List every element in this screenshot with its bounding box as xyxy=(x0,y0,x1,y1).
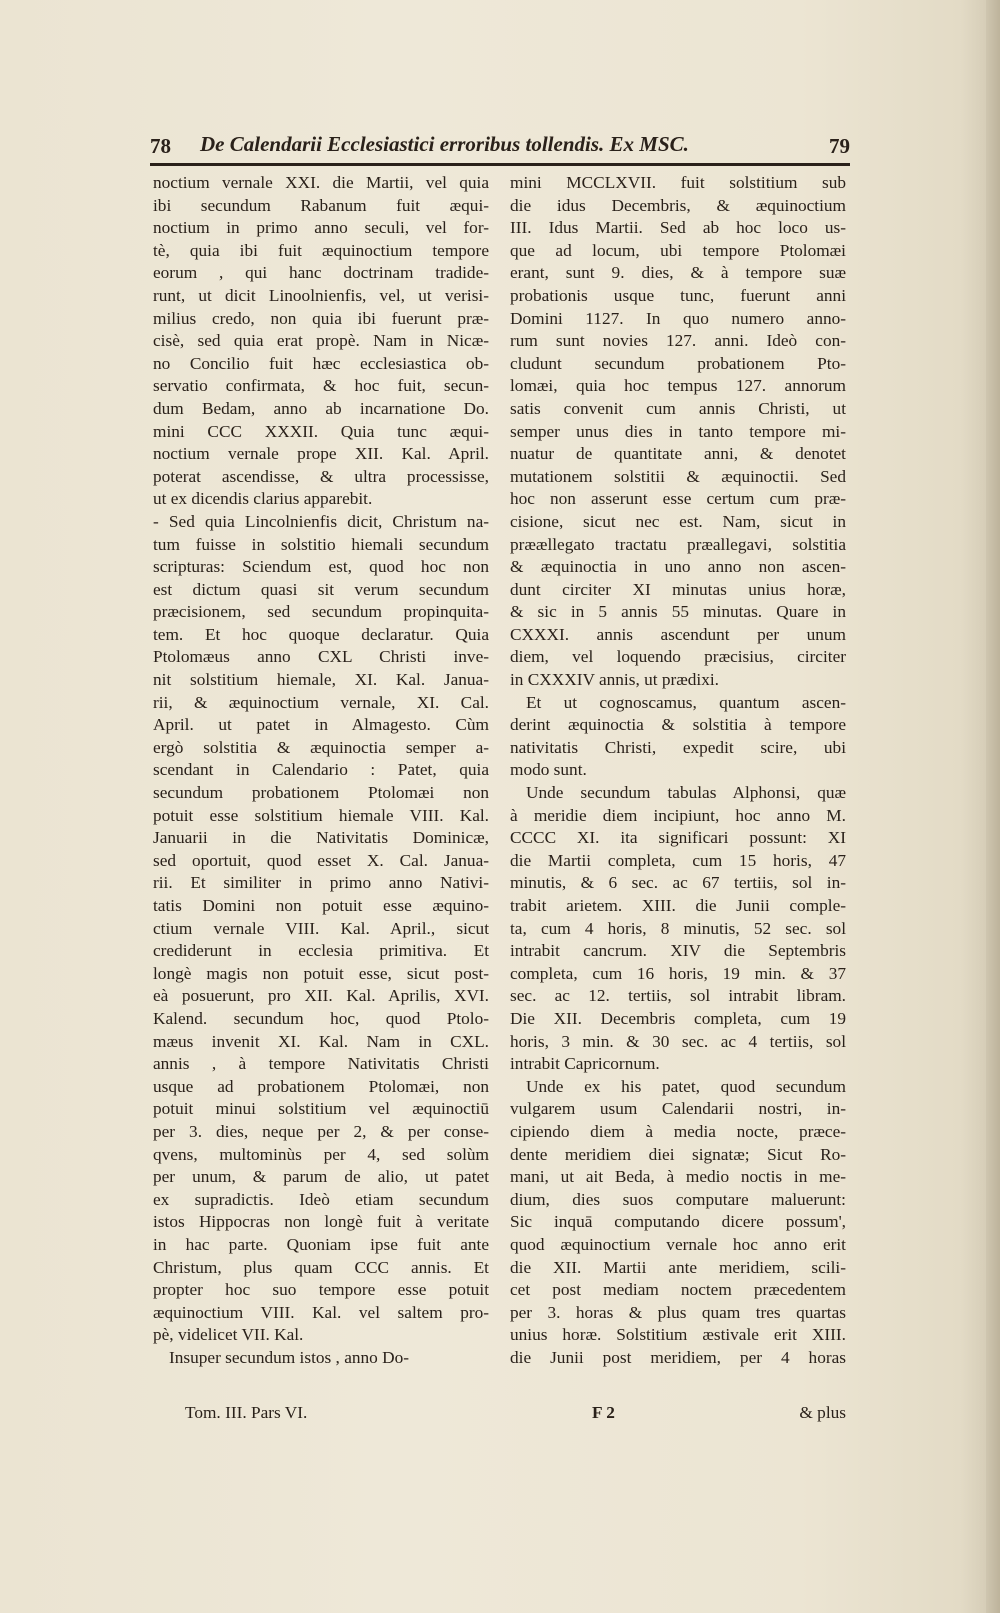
text-line: milius credo, non quia ibi fuerunt præ- xyxy=(153,308,489,328)
text-line: per 3. horas & plus quam tres quartas xyxy=(510,1302,846,1322)
running-head xyxy=(150,130,850,164)
text-line: probationis usque tunc, fuerunt anni xyxy=(510,285,846,305)
text-line: intrabit cancrum. XIV die Septembris xyxy=(510,941,846,961)
text-line: dium, dies suos computare maluerunt: xyxy=(510,1189,846,1209)
text-line: runt, ut dicit Linoolnienfis, vel, ut verisi- xyxy=(153,285,489,305)
text-line: annis , à tempore Nativitatis Christi xyxy=(153,1054,489,1074)
text-line: pè, videlicet VII. Kal. xyxy=(153,1325,304,1345)
text-line: Christum, plus quam CCC annis. Et xyxy=(153,1257,489,1277)
page-number-right: 79 xyxy=(829,134,850,158)
text-line: nativitatis Christi, expedit scire, ubi xyxy=(510,737,846,757)
text-line: Et ut cognoscamus, quantum ascen- xyxy=(526,692,846,712)
text-line: intrabit Capricornum. xyxy=(510,1054,660,1074)
text-line: est dictum quasi sit verum secundum xyxy=(153,579,489,599)
text-line: à meridie diem incipiunt, hoc anno M. xyxy=(510,805,846,825)
text-line: eà posuerunt, pro XII. Kal. Aprilis, XVI. xyxy=(153,986,489,1006)
text-line: cipiendo diem à media nocte, præce- xyxy=(510,1121,846,1141)
text-line: rii, & æquinoctium vernale, XI. Cal. xyxy=(153,692,489,712)
text-line: die Junii post meridiem, per 4 horas xyxy=(510,1347,846,1367)
text-line: secundum probationem Ptolomæi non xyxy=(153,783,489,803)
text-line: CCCC XI. ita significari possunt: XI xyxy=(510,828,846,848)
text-line: hoc non asserunt esse certum cum præ- xyxy=(510,489,846,509)
text-line: trabit arietem. XIII. die Junii comple- xyxy=(510,896,846,915)
right-column xyxy=(510,172,846,1369)
running-title: De Calendarii Ecclesiastici erroribus tollendis. Ex MSC. xyxy=(200,132,689,156)
text-line: in hac parte. Quoniam ipse fuit ante xyxy=(153,1234,489,1254)
text-line: noctium in primo anno seculi, vel for- xyxy=(153,218,489,238)
text-line: per unum, & parum de alio, ut patet xyxy=(153,1167,489,1187)
text-line: præællegato tractatu præallegavi, solstitia xyxy=(510,534,846,554)
text-line: dente meridiem diei signatæ; Sicut Ro- xyxy=(510,1144,846,1164)
text-line: quod æquinoctium vernale hoc anno erit xyxy=(510,1234,846,1254)
signature-mark: F 2 xyxy=(592,1403,615,1422)
text-line: unius horæ. Solstitium æstivale erit XIII. xyxy=(510,1325,846,1345)
text-line: mæus invenit XI. Kal. Nam in CXL. xyxy=(153,1031,489,1051)
text-line: Unde ex his patet, quod secundum xyxy=(526,1076,846,1096)
catchword: & plus xyxy=(799,1403,846,1422)
text-line: ta, cum 4 horis, 8 minutis, 52 sec. sol xyxy=(510,918,846,938)
text-line: horis, 3 min. & 30 sec. ac 4 tertiis, sol xyxy=(510,1031,846,1051)
footer-right xyxy=(510,1403,846,1426)
text-line: mani, ut ait Beda, à medio noctis in me- xyxy=(510,1167,846,1187)
text-line: ctium vernale VIII. Kal. April., sicut xyxy=(153,918,489,938)
text-line: April. ut patet in Almagesto. Cùm xyxy=(153,715,489,735)
text-line: tem. Et hoc quoque declaratur. Quia xyxy=(153,624,489,644)
text-line: no Concilio fuit hæc ecclesiastica ob- xyxy=(153,353,489,373)
text-line: & sic in 5 annis 55 minutas. Quare in xyxy=(510,602,846,622)
text-line: Kalend. secundum hoc, quod Ptolo- xyxy=(153,1008,489,1028)
text-line: mutationem solstitii & æquinoctii. Sed xyxy=(510,466,846,486)
left-column xyxy=(153,172,489,1369)
text-line: - Sed quia Lincolnienfis dicit, Christum na- xyxy=(153,511,489,531)
text-line: erant, sunt 9. dies, & à tempore suæ xyxy=(510,263,846,283)
text-line: cisè, sed quia erat propè. Nam in Nicæ- xyxy=(153,331,489,351)
text-line: scendant in Calendario : Patet, quia xyxy=(153,760,489,780)
text-line: modo sunt. xyxy=(510,760,587,780)
text-line: tatis Domini non potuit esse æquino- xyxy=(153,896,489,915)
text-line: potuit esse solstitium hiemale VIII. Kal. xyxy=(153,805,489,825)
text-line: istos Hippocras non longè fuit à veritate xyxy=(153,1212,489,1232)
header-rule xyxy=(150,163,850,166)
text-line: que ad locum, ubi tempore Ptolomæi xyxy=(510,240,846,260)
text-line: minutis, & 6 sec. ac 67 tertiis, sol in- xyxy=(510,873,846,893)
text-line: servatio confirmata, & hoc fuit, secun- xyxy=(153,376,489,396)
text-line: rum sunt novies 127. anni. Ideò con- xyxy=(510,331,846,351)
volume-label: Tom. III. Pars VI. xyxy=(185,1403,308,1422)
text-line: præcisionem, sed secundum propinquita- xyxy=(153,602,489,622)
text-line: diem, vel loquendo præcisius, circiter xyxy=(510,647,846,667)
text-line: III. Idus Martii. Sed ab hoc loco us- xyxy=(510,218,846,238)
text-line: Die XII. Decembris completa, cum 19 xyxy=(510,1008,846,1028)
text-line: Sic inquā computando dicere possum', xyxy=(510,1212,846,1232)
text-line: ibi secundum Rabanum fuit æqui- xyxy=(153,195,489,215)
text-line: Insuper secundum istos , anno Do- xyxy=(169,1347,409,1367)
text-line: propter hoc suo tempore esse potuit xyxy=(153,1280,489,1300)
text-line: crediderunt in ecclesia primitiva. Et xyxy=(153,941,489,961)
text-line: Unde secundum tabulas Alphonsi, quæ xyxy=(526,783,846,803)
text-line: noctium vernale prope XII. Kal. April. xyxy=(153,444,489,464)
text-line: die Martii completa, cum 15 horis, 47 xyxy=(510,850,846,870)
text-line: ergò solstitia & æquinoctia semper a- xyxy=(153,737,489,757)
text-line: eorum , qui hanc doctrinam tradide- xyxy=(153,263,489,283)
text-line: noctium vernale XXI. die Martii, vel quia xyxy=(153,173,489,192)
text-line: mini MCCLXVII. fuit solstitium sub xyxy=(510,173,846,192)
text-line: dum Bedam, anno ab incarnatione Do. xyxy=(153,398,489,418)
text-line: qvens, multominùs per 4, sed solùm xyxy=(153,1144,489,1164)
text-line: Ptolomæus anno CXL Christi inve- xyxy=(153,647,489,667)
text-line: æquinoctium VIII. Kal. vel saltem pro- xyxy=(153,1302,489,1322)
text-line: tè, quia ibi fuit æquinoctium tempore xyxy=(153,240,489,260)
text-line: tum fuisse in solstitio hiemali secundum xyxy=(153,534,489,554)
text-line: completa, cum 16 horis, 19 min. & 37 xyxy=(510,963,846,983)
text-line: nuatur de quantitate anni, & denotet xyxy=(510,444,846,464)
page-edge xyxy=(986,0,1000,1613)
text-line: cet post mediam noctem præcedentem xyxy=(510,1280,846,1300)
text-line: die idus Decembris, & æquinoctium xyxy=(510,195,846,215)
text-line: cisione, sicut nec est. Nam, sicut in xyxy=(510,511,846,531)
text-line: nit solstitium hiemale, XI. Kal. Janua- xyxy=(153,670,489,690)
text-line: usque ad probationem Ptolomæi, non xyxy=(153,1076,489,1096)
text-line: mini CCC XXXII. Quia tunc æqui- xyxy=(153,421,489,441)
text-line: rii. Et similiter in primo anno Nativi- xyxy=(153,873,489,893)
text-line: Januarii in die Nativitatis Dominicæ, xyxy=(153,828,489,848)
text-line: sec. ac 12. tertiis, sol intrabit libram. xyxy=(510,986,846,1006)
text-line: poterat ascendisse, & ultra processisse, xyxy=(153,466,489,486)
text-line: scripturas: Sciendum est, quod hoc non xyxy=(153,557,489,577)
text-line: Domini 1127. In quo numero anno- xyxy=(510,308,846,328)
text-line: satis convenit cum annis Christi, ut xyxy=(510,398,846,418)
text-line: & æquinoctia in uno anno non ascen- xyxy=(510,557,846,577)
text-line: cludunt secundum probationem Pto- xyxy=(510,353,846,373)
text-line: ex supradictis. Ideò etiam secundum xyxy=(153,1189,489,1209)
text-line: dunt circiter XI minutas unius horæ, xyxy=(510,579,846,599)
text-line: lomæi, quia hoc tempus 127. annorum xyxy=(510,376,846,396)
text-line: derint æquinoctia & solstitia à tempore xyxy=(510,715,846,735)
page-number-left: 78 xyxy=(150,134,171,158)
text-line: sed oportuit, quod esset X. Cal. Janua- xyxy=(153,850,489,870)
text-line: longè magis non potuit esse, sicut post- xyxy=(153,963,489,983)
text-line: CXXXI. annis ascendunt per unum xyxy=(510,624,846,644)
text-line: die XII. Martii ante meridiem, scili- xyxy=(510,1257,846,1277)
text-line: per 3. dies, neque per 2, & per conse- xyxy=(153,1121,489,1141)
text-line: potuit minui solstitium vel æquinoctiū xyxy=(153,1099,489,1119)
text-line: ut ex dicendis clarius apparebit. xyxy=(153,489,373,509)
text-line: semper unus dies in tanto tempore mi- xyxy=(510,421,846,441)
text-line: in CXXXIV annis, ut prædixi. xyxy=(510,670,719,690)
text-line: vulgarem usum Calendarii nostri, in- xyxy=(510,1099,846,1119)
footer-volume xyxy=(185,1403,521,1426)
